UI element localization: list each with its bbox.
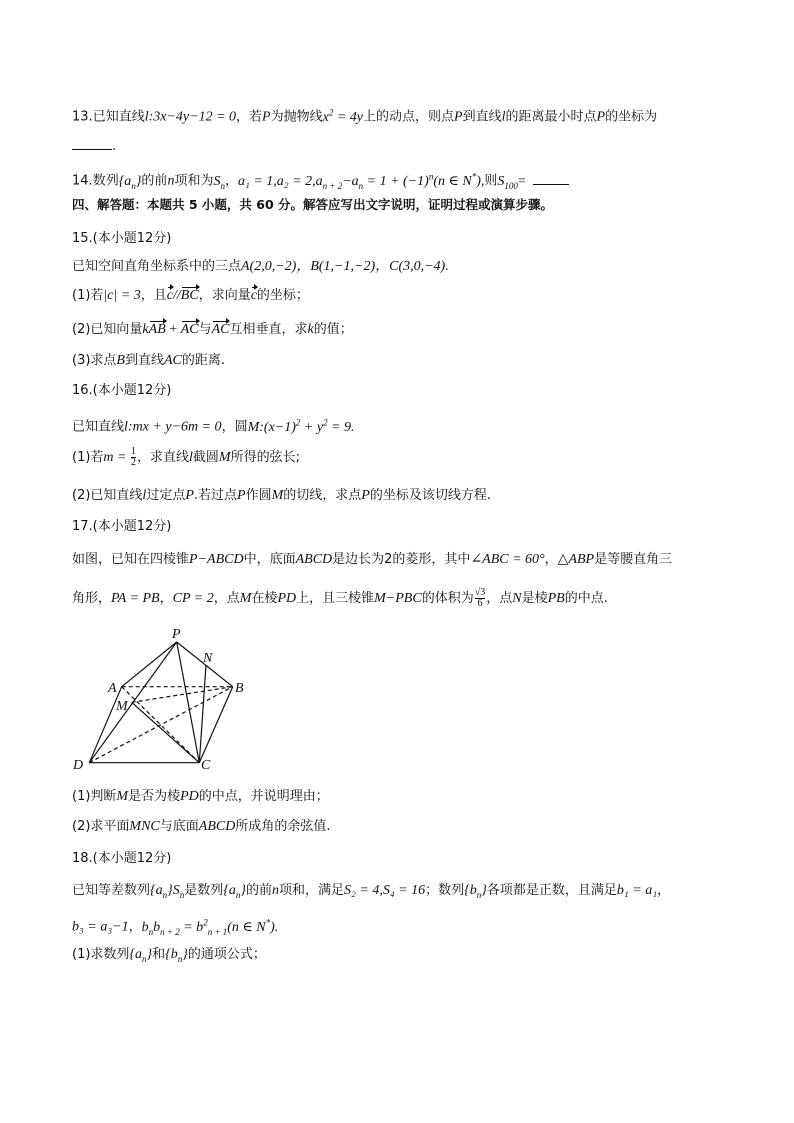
- text: ，若: [236, 109, 263, 125]
- math-var: M: [218, 450, 231, 465]
- math-subscript: n: [177, 953, 183, 964]
- math-points: A(2,0,−2)，B(1,−1,−2)，C(3,0,−4).: [241, 259, 449, 274]
- math-vector: AC: [211, 322, 230, 337]
- text: 的距离最小时点: [505, 109, 597, 125]
- math-expr: ),: [476, 173, 485, 189]
- part-label: (3)求点: [72, 353, 117, 368]
- text: .若过点: [193, 488, 238, 503]
- math-expr: (n ∈ N: [227, 919, 266, 935]
- math-recurrence: [141, 917, 279, 937]
- vertex-label-d: D: [73, 758, 84, 773]
- math-var: n: [167, 173, 175, 189]
- math-expr: }: [135, 173, 142, 189]
- math-expr: = 1 + (−1): [363, 173, 429, 189]
- math-expr: }: [240, 883, 246, 898]
- text: ，: [128, 919, 142, 935]
- math-expr: CP = 2: [172, 591, 214, 606]
- question-16-stem: [72, 413, 355, 437]
- answer-blank[interactable]: [72, 137, 112, 150]
- text: ，圆: [221, 419, 248, 435]
- math-expr: b₁ = a₁: [616, 883, 658, 898]
- math-expr: −a: [342, 173, 359, 189]
- text: 上的动点，则点: [363, 109, 455, 125]
- math-expr: + y: [300, 419, 324, 435]
- math-var: k: [307, 322, 314, 337]
- math-var: S: [172, 883, 180, 898]
- math-condition: [237, 171, 485, 191]
- vertex-label-c: C: [201, 758, 211, 773]
- text: ，求向量: [198, 288, 251, 303]
- fraction-denominator: 2: [130, 457, 136, 468]
- text: 在棱: [251, 591, 278, 606]
- text: 与: [198, 322, 212, 337]
- math-var: S: [213, 173, 221, 189]
- text: 的中点.: [564, 591, 608, 606]
- part-label: (2)已知直线: [72, 488, 143, 503]
- math-var: ABCD: [198, 819, 236, 834]
- question-18-stem-1: [72, 882, 670, 904]
- math-expr: {a: [150, 883, 163, 898]
- text: 已知直线: [92, 109, 145, 125]
- question-14-line: [72, 167, 569, 194]
- math-expr: }: [182, 947, 188, 962]
- math-subscript: n: [358, 180, 364, 191]
- question-17-stem-2: [72, 588, 608, 609]
- math-subscript: n: [148, 926, 154, 937]
- text: 的坐标为: [605, 109, 658, 125]
- math-exponent: 2: [295, 417, 301, 427]
- math-circle-equation: [247, 417, 355, 435]
- text: ，: [224, 173, 238, 189]
- text: 已知空间直角坐标系中的三点: [72, 259, 242, 274]
- text: ，求直线: [136, 450, 189, 465]
- text: 过定点: [146, 488, 186, 503]
- question-17-part-2: [72, 818, 330, 836]
- math-var: P: [262, 109, 271, 125]
- math-expr: P−ABCD: [189, 552, 244, 567]
- math-expr: △ABP: [557, 552, 595, 567]
- math-expr: |c| = 3: [103, 288, 141, 303]
- text: 互相垂直，求: [229, 322, 308, 337]
- text: 是数列: [184, 883, 224, 898]
- math-fraction: [131, 447, 136, 468]
- text: 角形，: [72, 591, 112, 606]
- math-expr: = b: [179, 919, 204, 935]
- text: 的距离.: [181, 353, 226, 368]
- text: 已知直线: [72, 419, 125, 435]
- math-subscript: n + 2: [160, 926, 180, 937]
- math-var: PD: [180, 789, 199, 804]
- vertex-label-p: P: [172, 627, 181, 642]
- text: 已知等差数列: [72, 883, 151, 898]
- question-16-part-1: [72, 447, 300, 468]
- math-sequence: [165, 947, 188, 962]
- math-op: +: [165, 322, 181, 337]
- fraction-numerator: √3: [474, 587, 486, 598]
- text: 所成角的余弦值.: [235, 819, 331, 834]
- part-label: (1)若: [72, 450, 104, 465]
- math-expr: ∠ABC = 60°: [470, 552, 545, 567]
- math-subscript: n: [476, 889, 482, 900]
- math-expr: M−PBC: [374, 591, 422, 606]
- math-var: M: [239, 591, 252, 606]
- part-label: (1)若: [72, 288, 104, 303]
- math-var: M: [116, 789, 129, 804]
- math-var: l: [501, 109, 506, 125]
- question-18-header: 18.(本小题12分): [72, 851, 172, 866]
- question-number: 14.: [72, 173, 93, 189]
- math-var: MNC: [129, 819, 160, 834]
- question-number: 13.: [72, 109, 93, 125]
- math-sequence: [150, 883, 184, 898]
- math-line-equation: l:mx + y−6m = 0: [124, 419, 222, 435]
- text: ；数列: [425, 883, 465, 898]
- math-subscript: 100: [504, 180, 518, 191]
- math-exponent: n: [428, 171, 434, 181]
- math-var: AC: [164, 353, 182, 368]
- math-exponent: 2: [328, 107, 334, 117]
- text: 项和，满足: [278, 883, 344, 898]
- math-vector: AC: [180, 322, 199, 337]
- math-subscript: n: [179, 889, 185, 900]
- math-sequence: [129, 947, 152, 962]
- text: 的坐标；: [256, 288, 309, 303]
- text: 的体积为: [421, 591, 474, 606]
- text: 数列: [92, 173, 119, 189]
- math-expr: ).: [270, 919, 279, 935]
- math-expr: {a: [223, 883, 236, 898]
- math-expr: (n ∈ N: [433, 173, 472, 189]
- text: 中，底面: [243, 552, 296, 567]
- math-expr: S₂ = 4,S₄ = 16: [344, 883, 426, 898]
- math-sequence: [223, 883, 246, 898]
- math-expr: = 9.: [327, 419, 355, 435]
- math-var: P: [185, 488, 194, 503]
- part-label: (2)求平面: [72, 819, 130, 834]
- math-var: P: [454, 109, 463, 125]
- math-vector: c: [166, 288, 174, 303]
- text: ，: [159, 591, 173, 606]
- math-sequence: [119, 174, 142, 189]
- question-17-stem-1: [72, 551, 672, 569]
- math-expr: {a: [118, 173, 132, 189]
- math-var: b: [153, 919, 161, 935]
- question-17-header: 17.(本小题12分): [72, 519, 172, 534]
- math-expr: {b: [165, 947, 178, 962]
- math-var: N: [512, 591, 522, 606]
- text: 到直线: [462, 109, 502, 125]
- text: 如图，已知在四棱锥: [72, 552, 190, 567]
- text: 是边长为2的菱形，其中: [332, 552, 471, 567]
- pyramid-figure: [60, 618, 260, 783]
- math-var: P: [361, 488, 370, 503]
- math-exponent: *: [471, 171, 477, 181]
- math-expr: ABCD: [295, 552, 333, 567]
- question-16-header: 16.(本小题12分): [72, 383, 172, 398]
- math-expr: a₁ = 1,a₂ = 2,a: [237, 173, 323, 189]
- math-exponent: 2: [323, 417, 328, 427]
- math-var: PD: [277, 591, 297, 606]
- math-var: B: [116, 353, 125, 368]
- text: .: [112, 139, 117, 154]
- part-label: (1)判断: [72, 789, 117, 804]
- text: 和: [152, 947, 166, 962]
- text: 则: [484, 173, 498, 189]
- math-s100: [497, 174, 529, 189]
- math-expr: {a: [129, 947, 143, 962]
- math-line-equation: l:3x−4y−12 = 0: [144, 109, 237, 125]
- question-18-part-1: [72, 946, 266, 968]
- question-18-stem-2: [72, 913, 278, 940]
- math-parallel: //: [173, 288, 181, 303]
- text: ，: [544, 552, 558, 567]
- math-sequence: [464, 883, 487, 898]
- math-subscript: n + 1: [207, 926, 228, 937]
- part-label: (1)求数列: [72, 947, 130, 962]
- math-exponent: 2: [203, 917, 208, 927]
- section-heading: 四、解答题：本题共 5 小题，共 60 分。解答应写出文字说明，证明过程或演算步骤。: [72, 197, 554, 212]
- math-subscript: n: [162, 889, 168, 900]
- math-subscript: n: [131, 180, 136, 191]
- math-var: b: [141, 919, 149, 935]
- text: 是等腰直角三: [594, 552, 673, 567]
- math-subscript: n: [235, 889, 241, 900]
- math-parabola: [322, 107, 364, 125]
- text: 所得的弦长;: [230, 450, 300, 465]
- math-expr: =: [517, 173, 530, 189]
- math-expr: }: [146, 947, 153, 962]
- text: 项和为: [174, 173, 214, 189]
- text: 是否为棱: [128, 789, 181, 804]
- math-expr: {b: [464, 883, 477, 898]
- answer-blank[interactable]: [533, 172, 569, 185]
- math-expr: PA = PB: [111, 591, 160, 606]
- math-subscript: n: [220, 180, 225, 191]
- vertex-label-n: N: [203, 651, 213, 666]
- question-16-part-2: [72, 487, 491, 505]
- math-expr: = 4y: [333, 109, 364, 125]
- text: 作圆: [245, 488, 272, 503]
- question-13-line: [72, 103, 657, 127]
- math-sum: [213, 174, 225, 189]
- question-15-part-3: [72, 352, 225, 370]
- math-var: x: [322, 109, 329, 125]
- text: 的通项公式；: [187, 947, 266, 962]
- math-var: P: [237, 488, 246, 503]
- question-15-part-1: [72, 287, 309, 305]
- text: 到直线: [124, 353, 164, 368]
- math-subscript: n + 2: [322, 180, 343, 191]
- math-var: S: [497, 173, 505, 189]
- math-expr: }: [481, 883, 487, 898]
- math-var: P: [596, 109, 606, 125]
- text: 的中点，并说明理由；: [198, 789, 329, 804]
- text: 的坐标及该切线方程.: [369, 488, 491, 503]
- vertex-label-m: M: [116, 699, 128, 714]
- math-expr: m =: [103, 450, 130, 465]
- question-13-answer-line: [72, 137, 116, 156]
- fraction-denominator: 6: [475, 598, 486, 609]
- text: 的值；: [313, 322, 353, 337]
- question-15-stem: [72, 258, 449, 276]
- text: 与底面: [159, 819, 199, 834]
- math-expr: }: [167, 883, 173, 898]
- math-exponent: *: [265, 917, 271, 927]
- math-var: PB: [547, 591, 565, 606]
- text: ，点: [213, 591, 240, 606]
- math-var: l: [189, 450, 193, 465]
- text: 的前: [141, 173, 168, 189]
- fraction-numerator: 1: [130, 446, 136, 457]
- text: 上，且三棱锥: [296, 591, 375, 606]
- math-var: k: [142, 322, 149, 337]
- math-var: n: [271, 883, 279, 898]
- math-vector: c: [250, 288, 257, 303]
- text: 是棱: [521, 591, 548, 606]
- text: ，: [657, 883, 671, 898]
- math-vector: BC: [180, 288, 199, 303]
- text: ，且: [140, 288, 167, 303]
- vertex-label-b: B: [235, 681, 244, 696]
- text: 的前: [245, 883, 272, 898]
- math-var: l: [142, 488, 147, 503]
- math-expr: M:(x−1): [247, 419, 296, 435]
- question-15-part-2: [72, 321, 353, 339]
- text: ，点: [486, 591, 513, 606]
- math-expr: b₃ = a₃−1: [72, 919, 129, 935]
- question-17-part-1: [72, 788, 329, 806]
- part-label: (2)已知向量: [72, 322, 143, 337]
- text: 为抛物线: [270, 109, 323, 125]
- math-var: M: [271, 488, 284, 503]
- text: 截圆: [192, 450, 219, 465]
- text: 的切线，求点: [283, 488, 362, 503]
- vertex-label-a: A: [108, 681, 117, 696]
- math-subscript: n: [142, 953, 147, 964]
- math-vector: AB: [148, 322, 166, 337]
- math-fraction: [475, 588, 486, 609]
- text: 各项都是正数，且满足: [486, 883, 617, 898]
- question-15-header: 15.(本小题12分): [72, 231, 172, 246]
